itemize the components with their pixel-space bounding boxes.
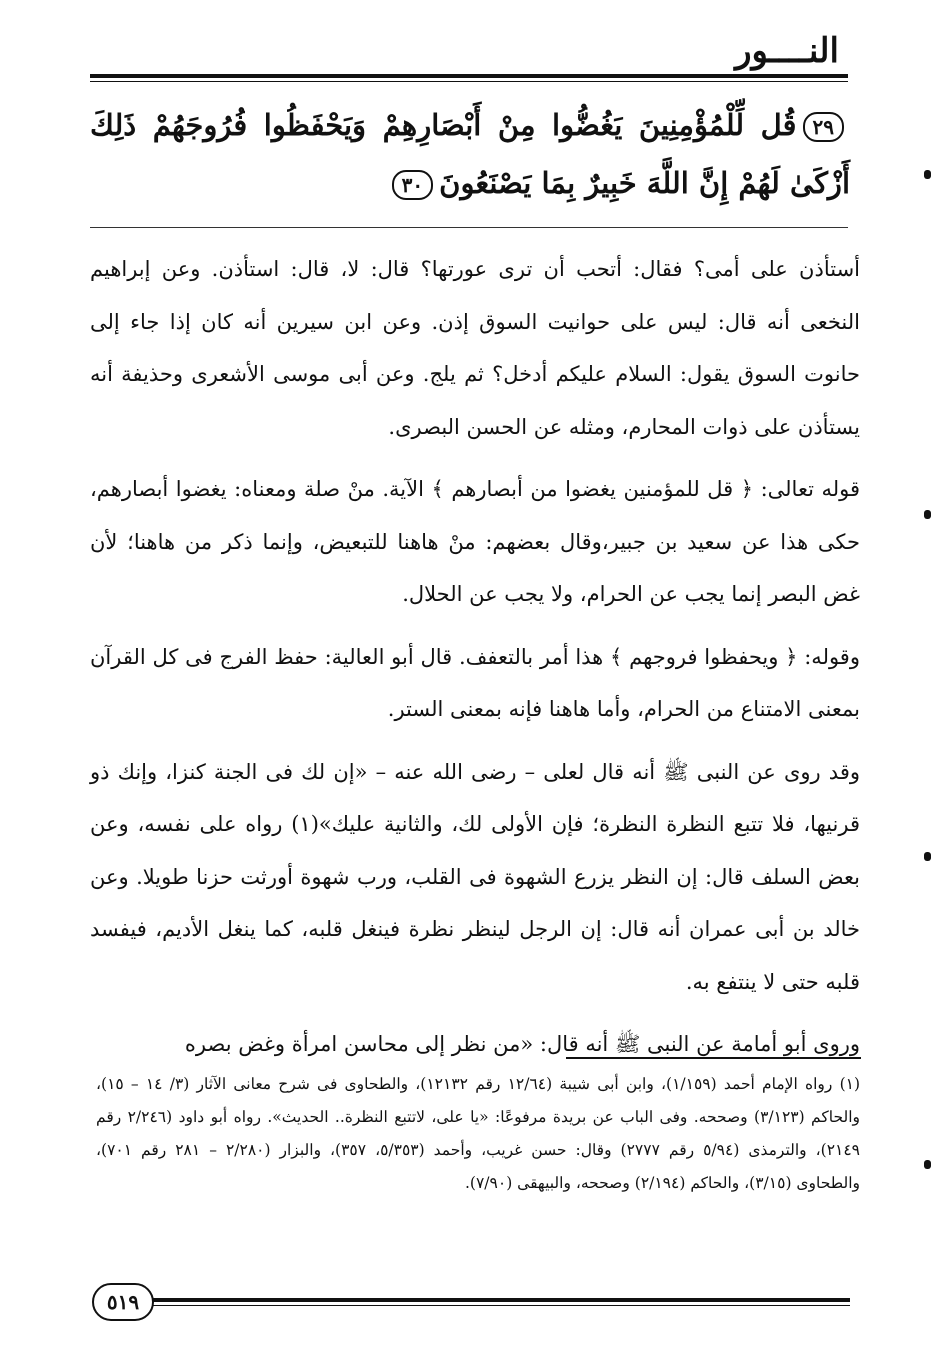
header-rule-thin xyxy=(90,81,848,82)
footer-rule-thin xyxy=(150,1305,850,1306)
paragraph: وروى أبو أمامة عن النبى ﷺ أنه قال: «من نظر إلى محاسن امرأة وغض بصره xyxy=(184,1032,860,1056)
page-number: ٥١٩ xyxy=(92,1283,154,1321)
commentary-body xyxy=(90,243,860,1081)
margin-mark xyxy=(924,170,931,179)
ayah-number-30: ٣٠ xyxy=(392,170,433,200)
paragraph: قوله تعالى: ﴿ قل للمؤمنين يغضوا من أبصارهم ﴾ الآية. منْ صلة ومعناه: يغضوا أبصارهم، حكى هذا عن سعيد بن جبير،وقال بعضهم: منْ هاهنا للتبعيض، وإنما ذكر من هاهنا؛ لأن غض البصر إنما يجب عن الحرام، ولا يجب عن الحلال. xyxy=(90,477,860,606)
footnotes xyxy=(96,1068,860,1200)
margin-mark xyxy=(924,510,931,519)
ayah-number-29: ٢٩ xyxy=(803,112,844,142)
footer-rule-thick xyxy=(150,1298,850,1302)
paragraph: وقد روى عن النبى ﷺ أنه قال لعلى – رضى الله عنه – «إن لك فى الجنة كنزا، وإنك ذو قرنيها، فلا تتبع النظرة النظرة؛ فإن الأولى لك، والثانية عليك»(١) رواه على نفسه، وعن بعض السلف قال: إن النظر يزرع الشهوة فى القلب، ورب شهوة أورثت حزنا طويلا. وعن خالد بن أبى عمران أنه قال: إن الرجل لينظر نظرة فينغل قلبه، كما ينغل الأديم، فيفسد قلبه حتى لا ينتفع به. xyxy=(90,759,860,994)
paragraph: أستأذن على أمى؟ فقال: أتحب أن ترى عورتها؟ قال: لا، قال: استأذن. وعن إبراهيم النخعى أنه قال: ليس على حوانيت السوق إذن. وعن ابن سيرين أنه كان إذا جاء إلى حانوت السوق يقول: السلام عليكم أدخل؟ ثم يلج. وعن أبى موسى الأشعرى وحذيفة أنه يستأذن على ذوات المحارم، ومثله عن الحسن البصرى. xyxy=(90,257,860,439)
margin-mark xyxy=(924,852,931,861)
footnote-separator xyxy=(566,1057,861,1059)
margin-mark xyxy=(924,1160,931,1169)
quran-verse xyxy=(90,96,850,212)
header-rule-thick xyxy=(90,74,848,78)
verse-separator xyxy=(90,227,848,228)
verse-text: قُل لِّلْمُؤْمِنِينَ يَغُضُّوا مِنْ أَبْصَارِهِمْ وَيَحْفَظُوا فُرُوجَهُمْ ذَلِكَ أَزْكَىٰ لَهُمْ إِنَّ اللَّهَ خَبِيرٌ بِمَا يَصْنَعُونَ xyxy=(90,108,850,200)
surah-title: النــــور xyxy=(735,31,839,71)
paragraph: وقوله: ﴿ ويحفظوا فروجهم ﴾ هذا أمر بالتعفف. قال أبو العالية: حفظ الفرج فى كل القرآن بمعنى الامتناع من الحرام، وأما هاهنا فإنه بمعنى الستر. xyxy=(90,644,860,721)
footnote-1: (١) رواه الإمام أحمد (١/١٥٩)، وابن أبى شيبة (١٢/٦٤ رقم ١٢١٣٢)، والطحاوى فى شرح معانى الآثار (٣/ ١٤ – ١٥)، والحاكم (٣/١٢٣) وصححه. وفى الباب عن بريدة مرفوعًا: «يا على، لاتتبع النظرة.. الحديث». رواه أبو داود (٢/٢٤٦ رقم ٢١٤٩)، والترمذى (٥/٩٤ رقم ٢٧٧٧) وقال: حسن غريب، وأحمد (٥/٣٥٣، ٣٥٧)، والبزار (٢/٢٨٠ – ٢٨١ رقم ٧٠١)، والطحاوى (٣/١٥)، والحاكم (٢/١٩٤) وصححه، والبيهقى (٧/٩٠). xyxy=(96,1075,861,1192)
